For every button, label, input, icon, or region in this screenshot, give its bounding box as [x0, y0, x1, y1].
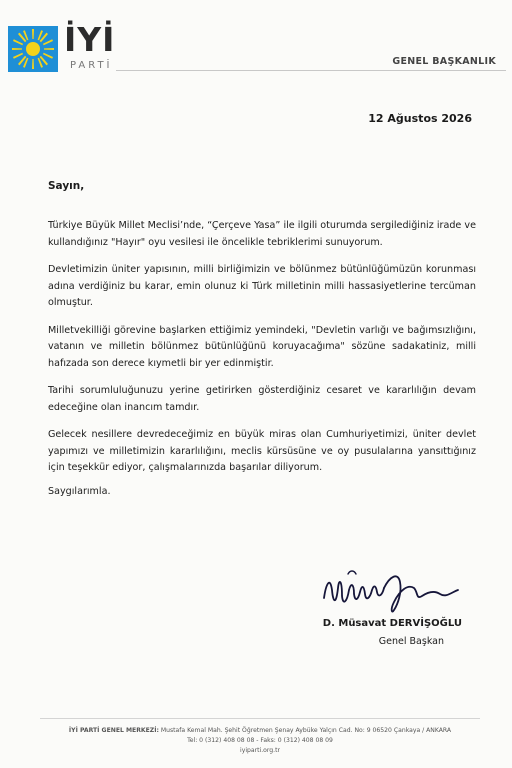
salutation: Sayın, [48, 180, 85, 192]
signer-title: Genel Başkan [378, 636, 444, 647]
paragraph: Gelecek nesillere devredeceğimiz en büyük miras olan Cumhuriyetimizi, üniter devlet yapımızı ve milletimizin kararlılığını, meclis kürsüsüne ve oy pusulalarına yansıttığınız için teşekkür ediyor, çalışmalarınızda başarılar diliyorum. [48, 429, 476, 473]
paragraph: Türkiye Büyük Millet Meclisi’nde, “Çerçeve Yasa” ile ilgili oturumda sergilediğiniz irade ve kullandığınız "Hayır" oyu vesilesi ile öncelikle tebriklerimi sunuyorum. [48, 220, 476, 248]
footer [40, 726, 480, 756]
footer-divider [40, 718, 480, 719]
paragraph: Devletimizin üniter yapısının, milli birliğimizin ve bölünmez bütünlüğümüzün korunması adına verdiğiniz bu karar, emin olunuz ki Türk milletinin milli hassasiyetlerine tercüman olmuştur. [48, 264, 476, 308]
footer-address: Mustafa Kemal Mah. Şehit Öğretmen Şenay Aybüke Yalçın Cad. No: 9 06520 Çankaya / ANKARA [160, 727, 452, 734]
header-divider [116, 70, 506, 71]
paragraph: Milletvekilliği görevine başlarken ettiğimiz yemindeki, "Devletin varlığı ve bağımsızlığını, vatanın ve milletin bölünmez bütünlüğünü koruyacağıma" sözüne sadakatiniz, milli hafızada son derece kıymetli bir yer edinmiştir. [48, 324, 476, 369]
logo-subtext: PARTİ [70, 60, 113, 71]
sun-logo-icon [8, 26, 58, 72]
department-label: GENEL BAŞKANLIK [392, 56, 496, 67]
handwritten-signature [318, 562, 488, 616]
footer-website: iyiparti.org.tr [240, 747, 280, 754]
letter-body [48, 218, 476, 488]
footer-hq-label: İYİ PARTİ GENEL MERKEZİ: [68, 727, 159, 734]
signer-name: D. Müsavat DERVİŞOĞLU [322, 618, 462, 629]
closing-text: Saygılarımla. [48, 486, 111, 497]
logo-wordmark: İYİ [64, 20, 116, 59]
paragraph: Tarihi sorumluluğunuzu yerine getirirken gösterdiğiniz cesaret ve kararlılığın devam edeceğine olan inancım tamdır. [48, 385, 476, 413]
letter-date: 12 Ağustos 2026 [368, 112, 472, 125]
footer-contact: Tel: 0 (312) 408 08 08 - Faks: 0 (312) 408 08 09 [187, 737, 333, 744]
